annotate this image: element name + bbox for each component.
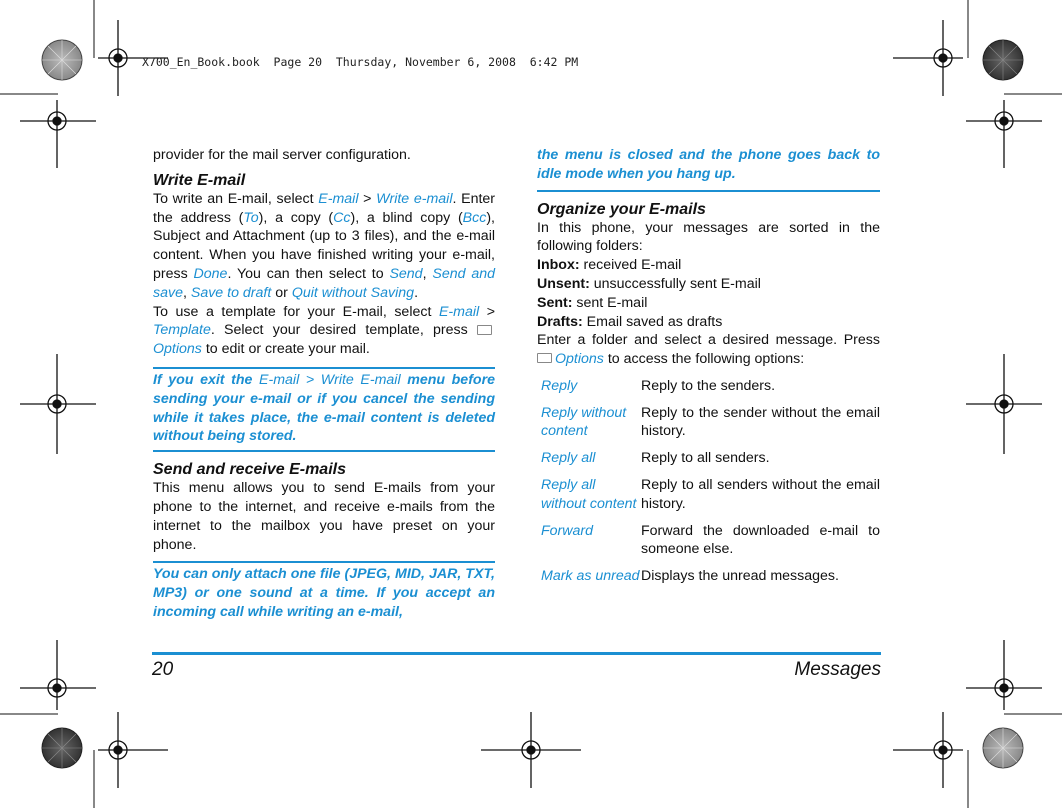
table-row: Forward Forward the downloaded e-mail to someone else.	[541, 522, 880, 558]
softkey-icon	[477, 325, 492, 335]
template-text: To use a template for your E-mail, select E-mail > Template. Select your desired template, press Options to edit or create your mail.	[153, 303, 495, 358]
options-table	[537, 377, 880, 595]
table-row: Reply without content Reply to the sender without the email history.	[541, 404, 880, 440]
section-title: Messages	[794, 659, 881, 680]
table-row: Mark as unread Displays the unread messages.	[541, 568, 839, 585]
organize-heading: Organize your E-mails	[537, 200, 706, 218]
footer-rule	[152, 652, 881, 655]
intro-text: provider for the mail server configuration.	[153, 147, 411, 163]
table-row: Reply all Reply to all senders.	[541, 450, 770, 467]
send-receive-text: This menu allows you to send E-mails from your phone to the internet, and receive e-mails from the internet to the mailbox you have preset on your phone.	[153, 480, 495, 553]
attachment-note-continued: the menu is closed and the phone goes back to idle mode when you hang up.	[537, 146, 880, 192]
send-receive-heading: Send and receive E-mails	[153, 461, 346, 479]
table-row: Reply Reply to the senders.	[541, 377, 776, 394]
attachment-note: You can only attach one file (JPEG, MID, JAR, TXT, MP3) or one sound at a time. If you accept an incoming call while writing an e-mail,	[153, 561, 495, 621]
table-row: Reply all without content Reply to all senders without the email history.	[541, 477, 880, 512]
left-column	[153, 146, 495, 622]
folder-drafts: Drafts: Email saved as drafts	[537, 313, 723, 330]
exit-warning-note: If you exit the E-mail > Write E-mail menu before sending your e-mail or if you cancel the sending while it takes place, the e-mail content is deleted without being stored.	[153, 367, 495, 452]
folder-sent: Sent: sent E-mail	[537, 294, 648, 311]
softkey-icon	[537, 353, 552, 363]
folder-unsent: Unsent: unsuccessfully sent E-mail	[537, 275, 761, 292]
write-email-heading: Write E-mail	[153, 171, 246, 189]
print-slug: X700_En_Book.book Page 20 Thursday, November 6, 2008 6:42 PM	[142, 55, 579, 69]
page-number: 20	[152, 659, 174, 680]
right-column	[537, 146, 880, 594]
enter-folder-text: Enter a folder and select a desired message. Press Options to access the following options:	[537, 332, 880, 368]
organize-text: In this phone, your messages are sorted in the following folders:	[537, 219, 880, 255]
write-email-text: To write an E-mail, select E-mail > Write e-mail. Enter the address (To), a copy (Cc), a blind copy (Bcc), Subject and Attachment (up to 3 files), and the e-mail content. When you have finished writing your e-mail, press Done. You can then select to Send, Send and save, Save to draft or Quit without Saving.	[153, 190, 496, 301]
folder-inbox: Inbox: received E-mail	[537, 257, 682, 274]
